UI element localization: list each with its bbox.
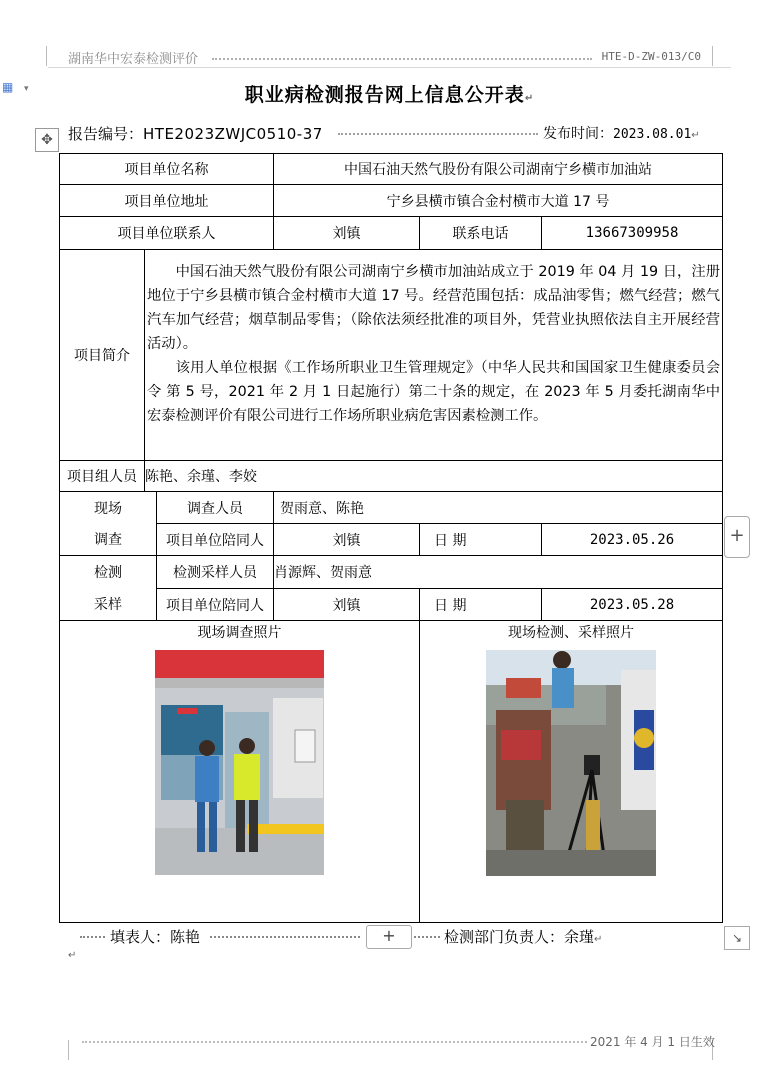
- header-doc-code: HTE-D-ZW-013/C0: [601, 50, 701, 63]
- intro-paragraph: 该用人单位根据《工作场所职业卫生管理规定》（中华人民共和国国家卫生健康委员会令 第 5 号，2021 年 2 月 1 日起施行）第二十条的规定，在 2023 年 5 月委托湖南华中宏泰检测评价有限公司进行工作场所职业病危害因素检测工作。: [147, 360, 721, 424]
- document-icon[interactable]: ▦: [2, 80, 14, 94]
- sampling-photo-image: [486, 650, 656, 876]
- publish-date: 发布时间：2023.08.01↵: [543, 126, 700, 142]
- footer-effective-date: 2021 年 4 月 1 日生效: [590, 1035, 715, 1049]
- photo-caption-survey: 现场调查照片: [197, 625, 282, 641]
- survey-staff-value: 贺雨意、陈艳: [274, 492, 723, 524]
- footer-dotted-rule: [82, 1041, 587, 1043]
- survey-escort-value: 刘镇: [274, 524, 420, 556]
- sampling-label-2: 采样: [60, 589, 157, 621]
- signature-dotted-rule: [80, 936, 105, 938]
- unit-address-value: 宁乡县横市镇合金村横市大道 17 号: [274, 185, 723, 217]
- dept-head-signature: 检测部门负责人：余瑾↵: [444, 928, 603, 946]
- team-label: 项目组人员: [60, 461, 145, 492]
- sampling-date-value: 2023.05.28: [542, 589, 723, 621]
- report-number-value: HTE2023ZWJC0510-37: [143, 125, 323, 143]
- unit-name-value: 中国石油天然气股份有限公司湖南宁乡横市加油站: [274, 154, 723, 185]
- sampling-staff-value: 肖源辉、贺雨意: [274, 556, 723, 589]
- unit-name-label: 项目单位名称: [60, 154, 274, 185]
- resize-icon[interactable]: ↘: [724, 926, 750, 950]
- crop-mark: [712, 46, 714, 66]
- header-company: 湖南华中宏泰检测评价: [68, 52, 199, 67]
- add-column-button[interactable]: +: [724, 516, 750, 558]
- report-number-dotted-rule: [338, 133, 538, 135]
- header-rule: [48, 67, 731, 68]
- filler-signature: 填表人：陈艳: [110, 928, 201, 946]
- photo-cell-sampling: [420, 621, 723, 923]
- survey-label-2: 调查: [60, 524, 157, 556]
- survey-photo-image: [155, 650, 324, 875]
- photo-cell-survey: [60, 621, 420, 923]
- intro-label: 项目简介: [60, 250, 145, 461]
- crop-mark: [68, 1040, 70, 1060]
- sampling-photo: [486, 650, 656, 876]
- survey-escort-label: 项目单位陪同人: [157, 524, 274, 556]
- header-dotted-rule: [212, 58, 592, 60]
- survey-photo: [155, 650, 324, 875]
- publish-date-value: 2023.08.01: [613, 127, 692, 142]
- survey-staff-label: 调查人员: [157, 492, 274, 524]
- sampling-staff-label: 检测采样人员: [157, 556, 274, 589]
- survey-date-value: 2023.05.26: [542, 524, 723, 556]
- phone-value: 13667309958: [542, 217, 723, 250]
- table-move-handle-icon[interactable]: ✥: [35, 128, 59, 152]
- page-title: 职业病检测报告网上信息公开表↵: [244, 84, 535, 106]
- unit-address-label: 项目单位地址: [60, 185, 274, 217]
- chevron-down-icon[interactable]: ▾: [24, 84, 29, 94]
- photo-caption-sampling: 现场检测、采样照片: [508, 625, 635, 641]
- signature-dotted-rule: [210, 936, 360, 938]
- sampling-escort-label: 项目单位陪同人: [157, 589, 274, 621]
- survey-date-label: 日 期: [420, 524, 542, 556]
- sampling-date-label: 日 期: [420, 589, 542, 621]
- phone-label: 联系电话: [420, 217, 542, 250]
- add-row-button[interactable]: +: [366, 925, 412, 949]
- crop-mark: [46, 46, 48, 66]
- sampling-escort-value: 刘镇: [274, 589, 420, 621]
- intro-text: [145, 250, 723, 461]
- report-number: 报告编号：HTE2023ZWJC0510-37: [68, 125, 323, 143]
- intro-paragraph: 中国石油天然气股份有限公司湖南宁乡横市加油站成立于 2019 年 04 月 19 日，注册地位于宁乡县横市镇合金村横市大道 17 号。经营范围包括：成品油零售；燃气经营；燃气汽车加气经营；烟草制品零售；（除依法须经批准的项目外，凭营业执照依法自主开展经营活动）。: [147, 264, 721, 352]
- signature-dotted-rule: [414, 936, 440, 938]
- paragraph-mark: ↵: [68, 950, 77, 961]
- survey-label-1: 现场: [60, 492, 157, 524]
- contact-value: 刘镇: [274, 217, 420, 250]
- sampling-label-1: 检测: [60, 556, 157, 589]
- team-value: 陈艳、余瑾、李姣: [145, 461, 723, 492]
- info-table: [59, 153, 723, 923]
- contact-label: 项目单位联系人: [60, 217, 274, 250]
